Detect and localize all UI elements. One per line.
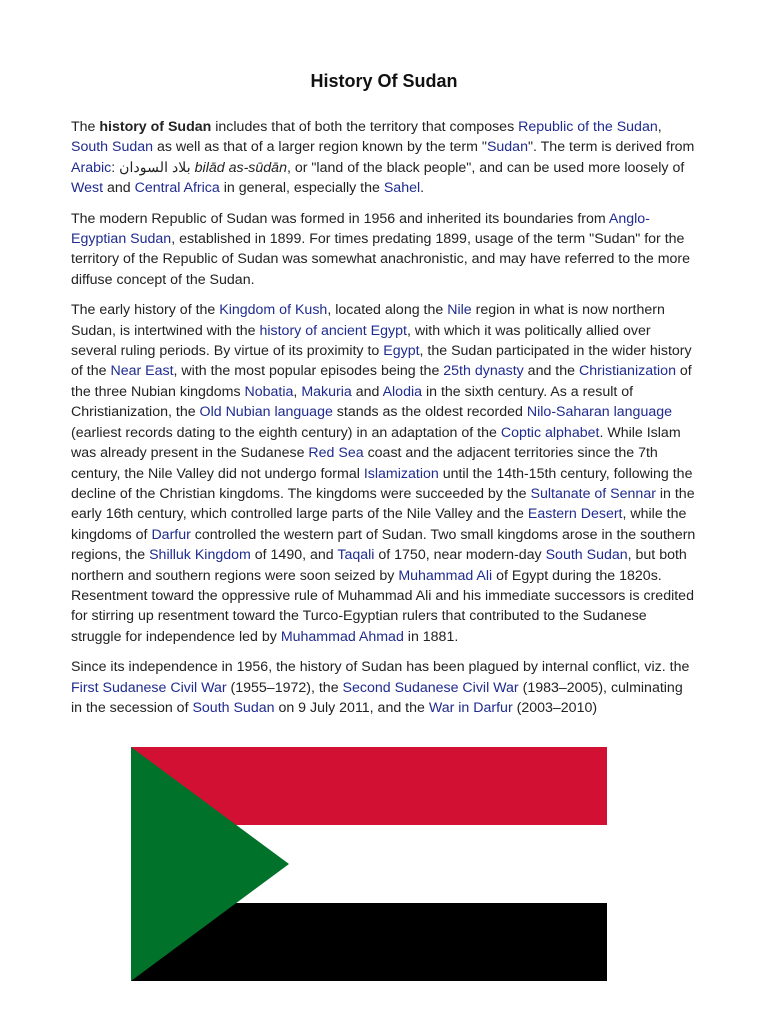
paragraph-modern-republic bbox=[71, 209, 697, 291]
article-link[interactable]: Darfur bbox=[151, 526, 191, 543]
text-run: (2003–2010) bbox=[512, 699, 598, 716]
text-run: Since its independence in 1956, the history of Sudan has been plagued by internal conflict, viz. the bbox=[71, 659, 690, 676]
text-run: region in what is now northern Sudan, is intertwined with the bbox=[71, 302, 665, 339]
text-run: of Egypt during the 1820s. Resentment toward the oppressive rule of Muhammad Ali and his immediate successors is credited for stirring up resentment toward the Turco-Egyptian rulers that contributed to the Sudanese struggle for independence led by bbox=[71, 567, 694, 645]
text-run: , while the kingdoms of bbox=[71, 506, 687, 543]
article-link[interactable]: Sahel bbox=[383, 180, 421, 197]
text-run: (1983–2005), culminating in the secession of bbox=[71, 679, 683, 716]
text-run: and bbox=[103, 180, 135, 197]
text-run: until the 14th-15th century, following the decline of the Christian kingdoms. The kingdoms were succeeded by the bbox=[71, 465, 693, 502]
text-run: , bbox=[657, 119, 662, 135]
text-run: : بلاد السودان bbox=[111, 159, 195, 176]
article-link[interactable]: history of ancient Egypt bbox=[259, 322, 407, 339]
text-run: and bbox=[351, 383, 383, 400]
text-run: coast and the adjacent territories since the 7th century, the Nile Valley did not undergo formal bbox=[71, 445, 658, 482]
text-run: . bbox=[420, 180, 425, 197]
text-run: (1955–1972), the bbox=[226, 679, 343, 696]
text-run: The bbox=[71, 119, 100, 135]
text-run: , established in 1899. For times predating 1899, usage of the term "Sudan" for the territory of the Republic of Sudan was somewhat anachronistic, and may have referred to the more diffuse concept of the Sudan. bbox=[71, 231, 691, 288]
text-run: of 1750, near modern-day bbox=[374, 547, 546, 564]
article-link[interactable]: Christianization bbox=[578, 363, 676, 380]
article-body bbox=[71, 117, 697, 728]
text-run: (earliest records dating to the eighth century) in an adaptation of the bbox=[71, 424, 501, 441]
article-link[interactable]: Old Nubian language bbox=[199, 404, 333, 421]
text-run: as well as that of a larger region known by the term " bbox=[153, 139, 487, 156]
text-run: of the three Nubian kingdoms bbox=[71, 363, 692, 400]
paragraph-independence bbox=[71, 657, 697, 718]
text-run: stands as the oldest recorded bbox=[332, 404, 527, 421]
italic-term: bilād as-sūdān bbox=[194, 159, 287, 176]
text-run: and the bbox=[523, 363, 579, 380]
article-link[interactable]: Coptic alphabet bbox=[500, 424, 600, 441]
article-link[interactable]: Kingdom of Kush bbox=[219, 302, 328, 319]
text-run: in the early 16th century, which controlled large parts of the Nile Valley and the bbox=[71, 485, 695, 523]
article-link[interactable]: Muhammad Ahmad bbox=[280, 628, 404, 645]
article-link[interactable]: South Sudan bbox=[545, 547, 628, 564]
article-link[interactable]: 25th dynasty bbox=[443, 363, 524, 380]
text-run: ". The term is derived from bbox=[527, 139, 695, 156]
article-link[interactable]: First Sudanese Civil War bbox=[71, 679, 227, 696]
text-run: , but both northern and southern regions were soon seized by bbox=[71, 547, 687, 584]
article-link[interactable]: Shilluk Kingdom bbox=[149, 547, 251, 564]
article-link[interactable]: Egypt bbox=[383, 343, 420, 360]
text-run: , located along the bbox=[327, 302, 448, 319]
article-link[interactable]: Sultanate of Sennar bbox=[530, 485, 656, 502]
article-link[interactable]: War in Darfur bbox=[428, 699, 513, 716]
text-run: on 9 July 2011, and the bbox=[274, 699, 429, 716]
bold-term: history of Sudan bbox=[99, 119, 212, 135]
text-run: , or "land of the black people", and can be used more loosely of bbox=[286, 159, 685, 176]
article-link[interactable]: Second Sudanese Civil War bbox=[342, 679, 519, 696]
article-link[interactable]: Sudan bbox=[486, 139, 528, 156]
text-run: includes that of both the territory that composes bbox=[211, 119, 519, 135]
article-link[interactable]: South Sudan bbox=[192, 699, 275, 716]
paragraph-intro bbox=[71, 117, 697, 199]
article-link[interactable]: Islamization bbox=[363, 465, 439, 482]
text-run: , with which it was politically allied over several ruling periods. By virtue of its proximity to bbox=[71, 322, 651, 360]
article-link[interactable]: Eastern Desert bbox=[527, 506, 623, 523]
text-run: , bbox=[293, 383, 302, 400]
article-link[interactable]: Makuria bbox=[301, 383, 352, 400]
article-link[interactable]: Taqali bbox=[337, 547, 375, 564]
sudan-flag-image bbox=[131, 747, 607, 981]
article-link[interactable]: Republic of the Sudan bbox=[518, 119, 658, 135]
text-run: controlled the western part of Sudan. Two small kingdoms arose in the southern regions, the bbox=[71, 526, 696, 564]
article-link[interactable]: Alodia bbox=[382, 383, 423, 400]
article-link[interactable]: Muhammad Ali bbox=[398, 567, 493, 584]
text-run: , the Sudan participated in the wider history of the bbox=[71, 343, 692, 380]
text-run: . While Islam was already present in the Sudanese bbox=[71, 424, 681, 462]
article-link[interactable]: Central Africa bbox=[134, 180, 220, 197]
text-run: in 1881. bbox=[403, 628, 459, 645]
sudan-flag bbox=[131, 747, 607, 981]
article-link[interactable]: Nile bbox=[447, 302, 472, 319]
article-link[interactable]: Nobatia bbox=[244, 383, 294, 400]
text-run: The modern Republic of Sudan was formed in 1956 and inherited its boundaries from bbox=[71, 210, 609, 227]
article-link[interactable]: Arabic bbox=[71, 159, 112, 176]
text-run: in the sixth century. As a result of Christianization, the bbox=[71, 383, 634, 421]
text-run: of 1490, and bbox=[250, 547, 338, 564]
article-link[interactable]: Near East bbox=[110, 363, 174, 380]
article-link[interactable]: West bbox=[71, 180, 104, 197]
article-link[interactable]: Red Sea bbox=[308, 445, 364, 462]
article-link[interactable]: Anglo-Egyptian Sudan bbox=[71, 210, 650, 248]
page-title: History Of Sudan bbox=[310, 71, 458, 91]
paragraph-early-history bbox=[71, 300, 697, 647]
article-link[interactable]: Nilo-Saharan language bbox=[526, 404, 673, 421]
article-link[interactable]: South Sudan bbox=[71, 139, 154, 156]
text-run: , with the most popular episodes being the bbox=[173, 363, 444, 380]
text-run: The early history of the bbox=[71, 302, 220, 319]
text-run: in general, especially the bbox=[219, 180, 384, 197]
